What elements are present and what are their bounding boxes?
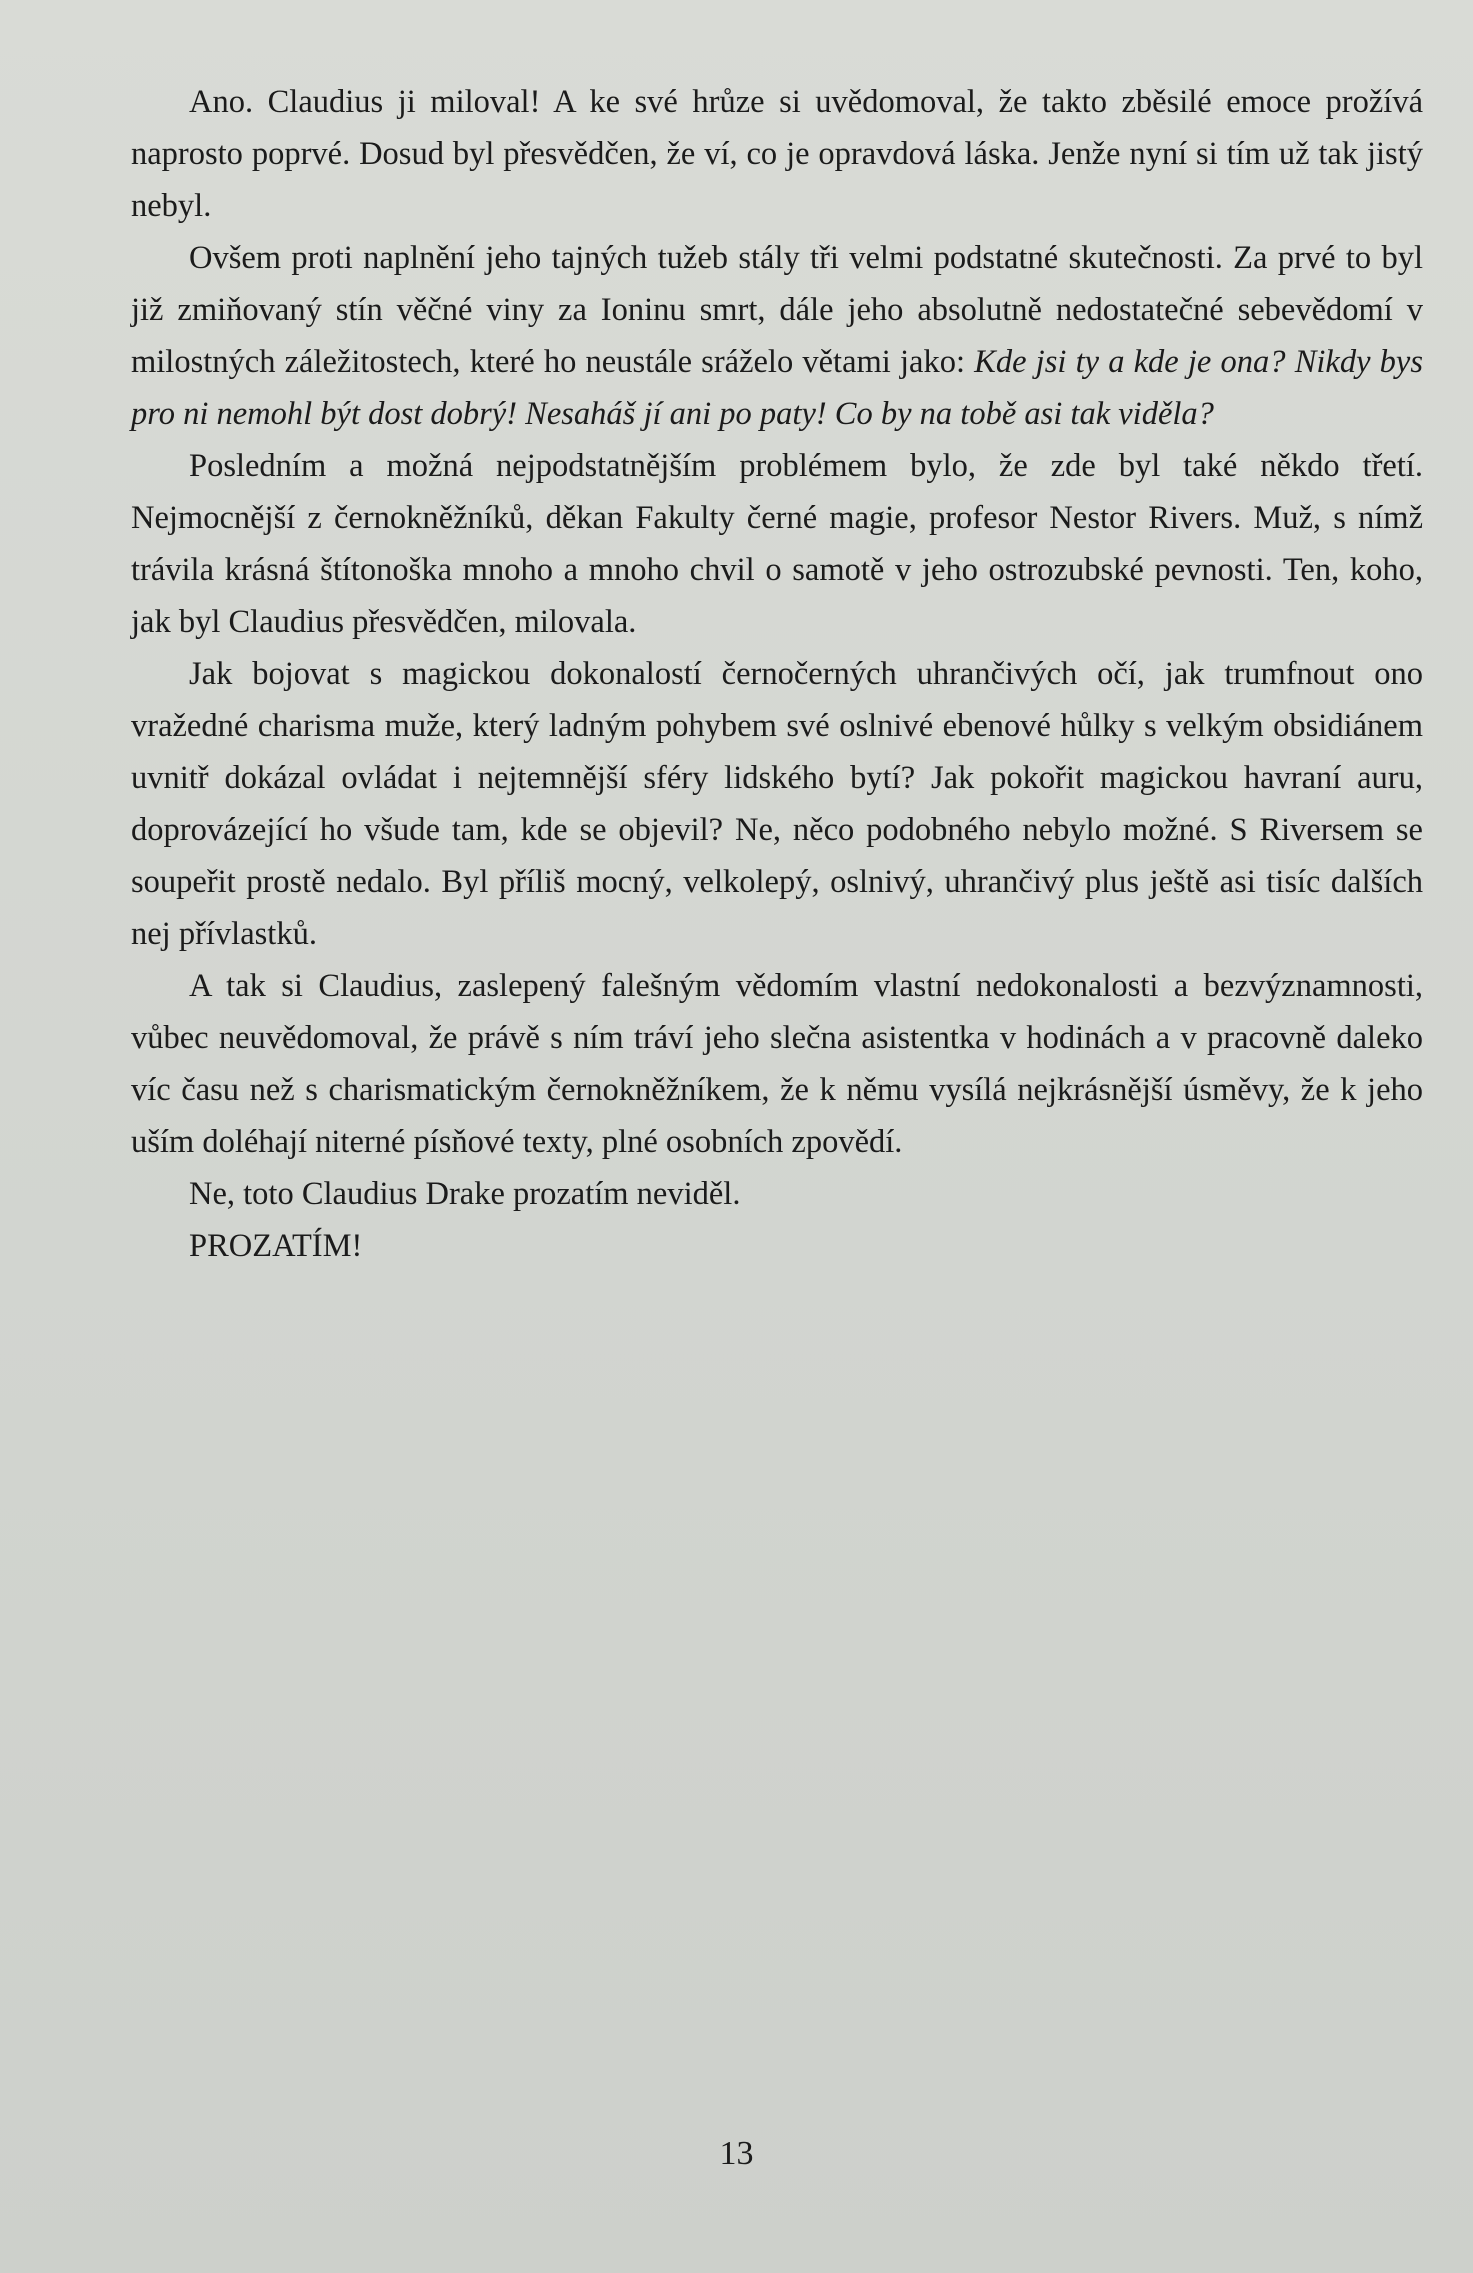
paragraph-4: Jak bojovat s magickou dokonalostí černočerných uhrančivých očí, jak trumfnout ono vražedné charisma muže, který ladným pohybem své oslnivé ebenové hůlky s velkým obsidiánem uvnitř dokázal ovládat i nejtemnější sféry lidského bytí? Jak pokořit magickou havraní auru, doprovázející ho všude tam, kde se objevil? Ne, něco podobného nebylo možné. S Riversem se soupeřit prostě nedalo. Byl příliš mocný, velkolepý, oslnivý, uhrančivý plus ještě asi tisíc dalších nej přívlastků. — [131, 656, 1423, 952]
body-text — [131, 76, 1423, 1272]
page-number: 13 — [719, 2135, 754, 2172]
paragraph-3: Posledním a možná nejpodstatnějším problémem bylo, že zde byl také někdo třetí. Nejmocnější z černokněžníků, děkan Fakulty černé magie, profesor Nestor Rivers. Muž, s nímž trávila krásná štítonoška mnoho a mnoho chvil o samotě v jeho ostrozubské pevnosti. Ten, koho, jak byl Claudius přesvědčen, milovala. — [131, 448, 1423, 640]
paragraph-2-text: Ovšem proti naplnění jeho tajných tužeb stály tři velmi podstatné skutečnosti. Za prvé to byl již zmiňovaný stín věčné viny za Ioninu smrt, dále jeho absolutně nedostatečné sebevědomí v milostných záležitostech, které ho neustále sráželo větami jako: — [131, 240, 1423, 380]
paragraph-2 — [131, 232, 1423, 440]
paragraph-2-italic: Kde jsi ty a kde je ona? Nikdy bys pro ni nemohl být dost dobrý! Nesaháš jí ani po paty! Co by na tobě asi tak viděla? — [131, 344, 1423, 432]
paragraph-7: PROZATÍM! — [189, 1228, 363, 1264]
paragraph-5: A tak si Claudius, zaslepený falešným vědomím vlastní nedokonalosti a bezvýznamnosti, vůbec neuvědomoval, že právě s ním tráví jeho slečna asistentka v hodinách a v pracovně daleko víc času než s charismatickým černokněžníkem, že k němu vysílá nejkrásnější úsměvy, že k jeho uším doléhají niterné písňové texty, plné osobních zpovědí. — [131, 968, 1423, 1160]
paragraph-6: Ne, toto Claudius Drake prozatím neviděl. — [189, 1176, 741, 1212]
paragraph-1: Ano. Claudius ji miloval! A ke své hrůze si uvědomoval, že takto zběsilé emoce prožívá naprosto poprvé. Dosud byl přesvědčen, že ví, co je opravdová láska. Jenže nyní si tím už tak jistý nebyl. — [131, 84, 1423, 224]
